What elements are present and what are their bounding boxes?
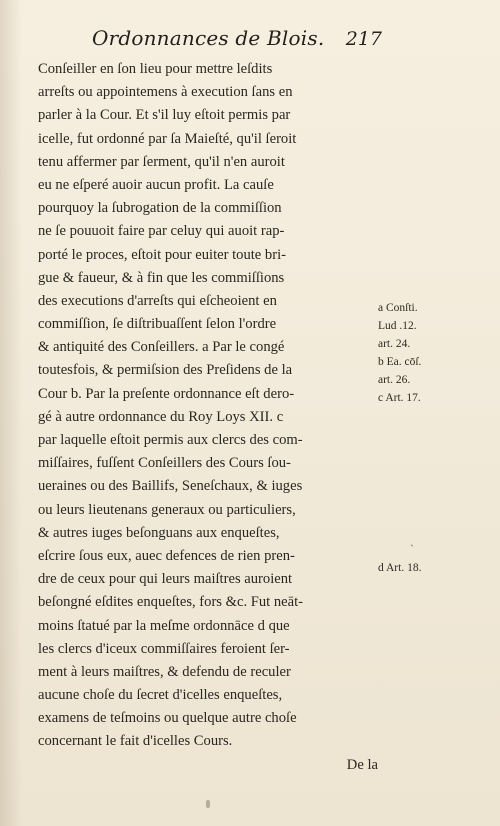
margin-note: d Art. 18. xyxy=(378,562,422,574)
text-line: Conſeiller en ſon lieu pour mettre leſdits xyxy=(38,61,273,77)
text-line: ueraines ou des Baillifs, Seneſchaux, & iuges xyxy=(38,478,303,495)
text-line: par laquelle eſtoit permis aux clercs des com- xyxy=(38,432,303,448)
text-line: pourquoy la ſubrogation de la commiſſion xyxy=(38,200,282,217)
margin-note: a Conſti. xyxy=(378,302,418,314)
margin-note: b Ea. cōſ. xyxy=(378,356,422,368)
text-line: parler à la Cour. Et s'il luy eſtoit permis par xyxy=(38,107,291,124)
text-line: moins ſtatué par la meſme ordonnāce d que xyxy=(38,617,290,634)
gutter-shadow xyxy=(0,0,22,826)
text-line: dre de ceux pour qui leurs maiſtres auroient xyxy=(38,571,293,588)
catchword: De la xyxy=(346,756,378,773)
text-line: & autres iuges beſonguans aux enqueſtes, xyxy=(38,524,280,541)
text-line: beſongné eſdites enqueſtes, fors &c. Fut neāt- xyxy=(38,594,304,611)
body-text xyxy=(38,58,378,777)
text-line: ne ſe pouuoit faire par celuy qui auoit rap- xyxy=(38,223,285,240)
text-line: commiſſion, ſe diſtribuaſſent ſelon l'ordre xyxy=(38,316,277,333)
text-line: icelle, fut ordonné par ſa Maieſté, qu'il ſeroit xyxy=(38,130,297,147)
running-title: Ordonnances de Blois. xyxy=(92,26,325,50)
margin-note: art. 26. xyxy=(378,374,411,386)
margin-note: Lud .12. xyxy=(378,320,417,332)
text-line: concernant le fait d'icelles Cours. xyxy=(38,733,233,750)
text-line: eu ne eſperé auoir aucun profit. La cauſe xyxy=(38,176,274,193)
text-line: des executions d'arreſts qui eſcheoient en xyxy=(38,292,277,309)
text-line: gue & faueur, & à fin que les commiſſions xyxy=(38,269,285,286)
text-line: eſcrire ſous eux, auec defences de rien pren- xyxy=(38,547,295,564)
text-line: aucune choſe du ſecret d'icelles enqueſtes, xyxy=(38,687,283,704)
text-line: les clercs d'iceux commiſſaires feroient ſer- xyxy=(38,640,290,657)
text-line: tenu affermer par ſerment, qu'il n'en auroit xyxy=(38,153,285,170)
text-line: Cour b. Par la preſente ordonnance eſt dero- xyxy=(38,385,295,402)
margin-note: c Art. 17. xyxy=(378,392,421,404)
text-line: & antiquité des Conſeillers. a Par le congé xyxy=(38,339,285,356)
text-line: examens de teſmoins ou quelque autre choſe xyxy=(38,710,297,727)
text-line: toutesfois, & permiſsion des Preſidens de la xyxy=(38,362,293,379)
page-header xyxy=(92,22,382,52)
text-line: miſſaires, fuſſent Conſeillers des Cours ſou- xyxy=(38,455,291,472)
ink-speck xyxy=(206,800,210,808)
text-line: arreſts ou appointemens à execution ſans en xyxy=(38,84,293,101)
text-line: ou leurs lieutenans generaux ou particuliers, xyxy=(38,501,296,518)
margin-note: art. 24. xyxy=(378,338,411,350)
text-line: porté le proces, eſtoit pour euiter toute bri- xyxy=(38,246,287,263)
text-line: gé à autre ordonnance du Roy Loys XII. c xyxy=(38,408,284,425)
ink-mark: ˎ xyxy=(410,533,414,547)
page-number: 217 xyxy=(345,28,382,50)
text-line: ment à leurs maiſtres, & defendu de reculer xyxy=(38,663,291,680)
